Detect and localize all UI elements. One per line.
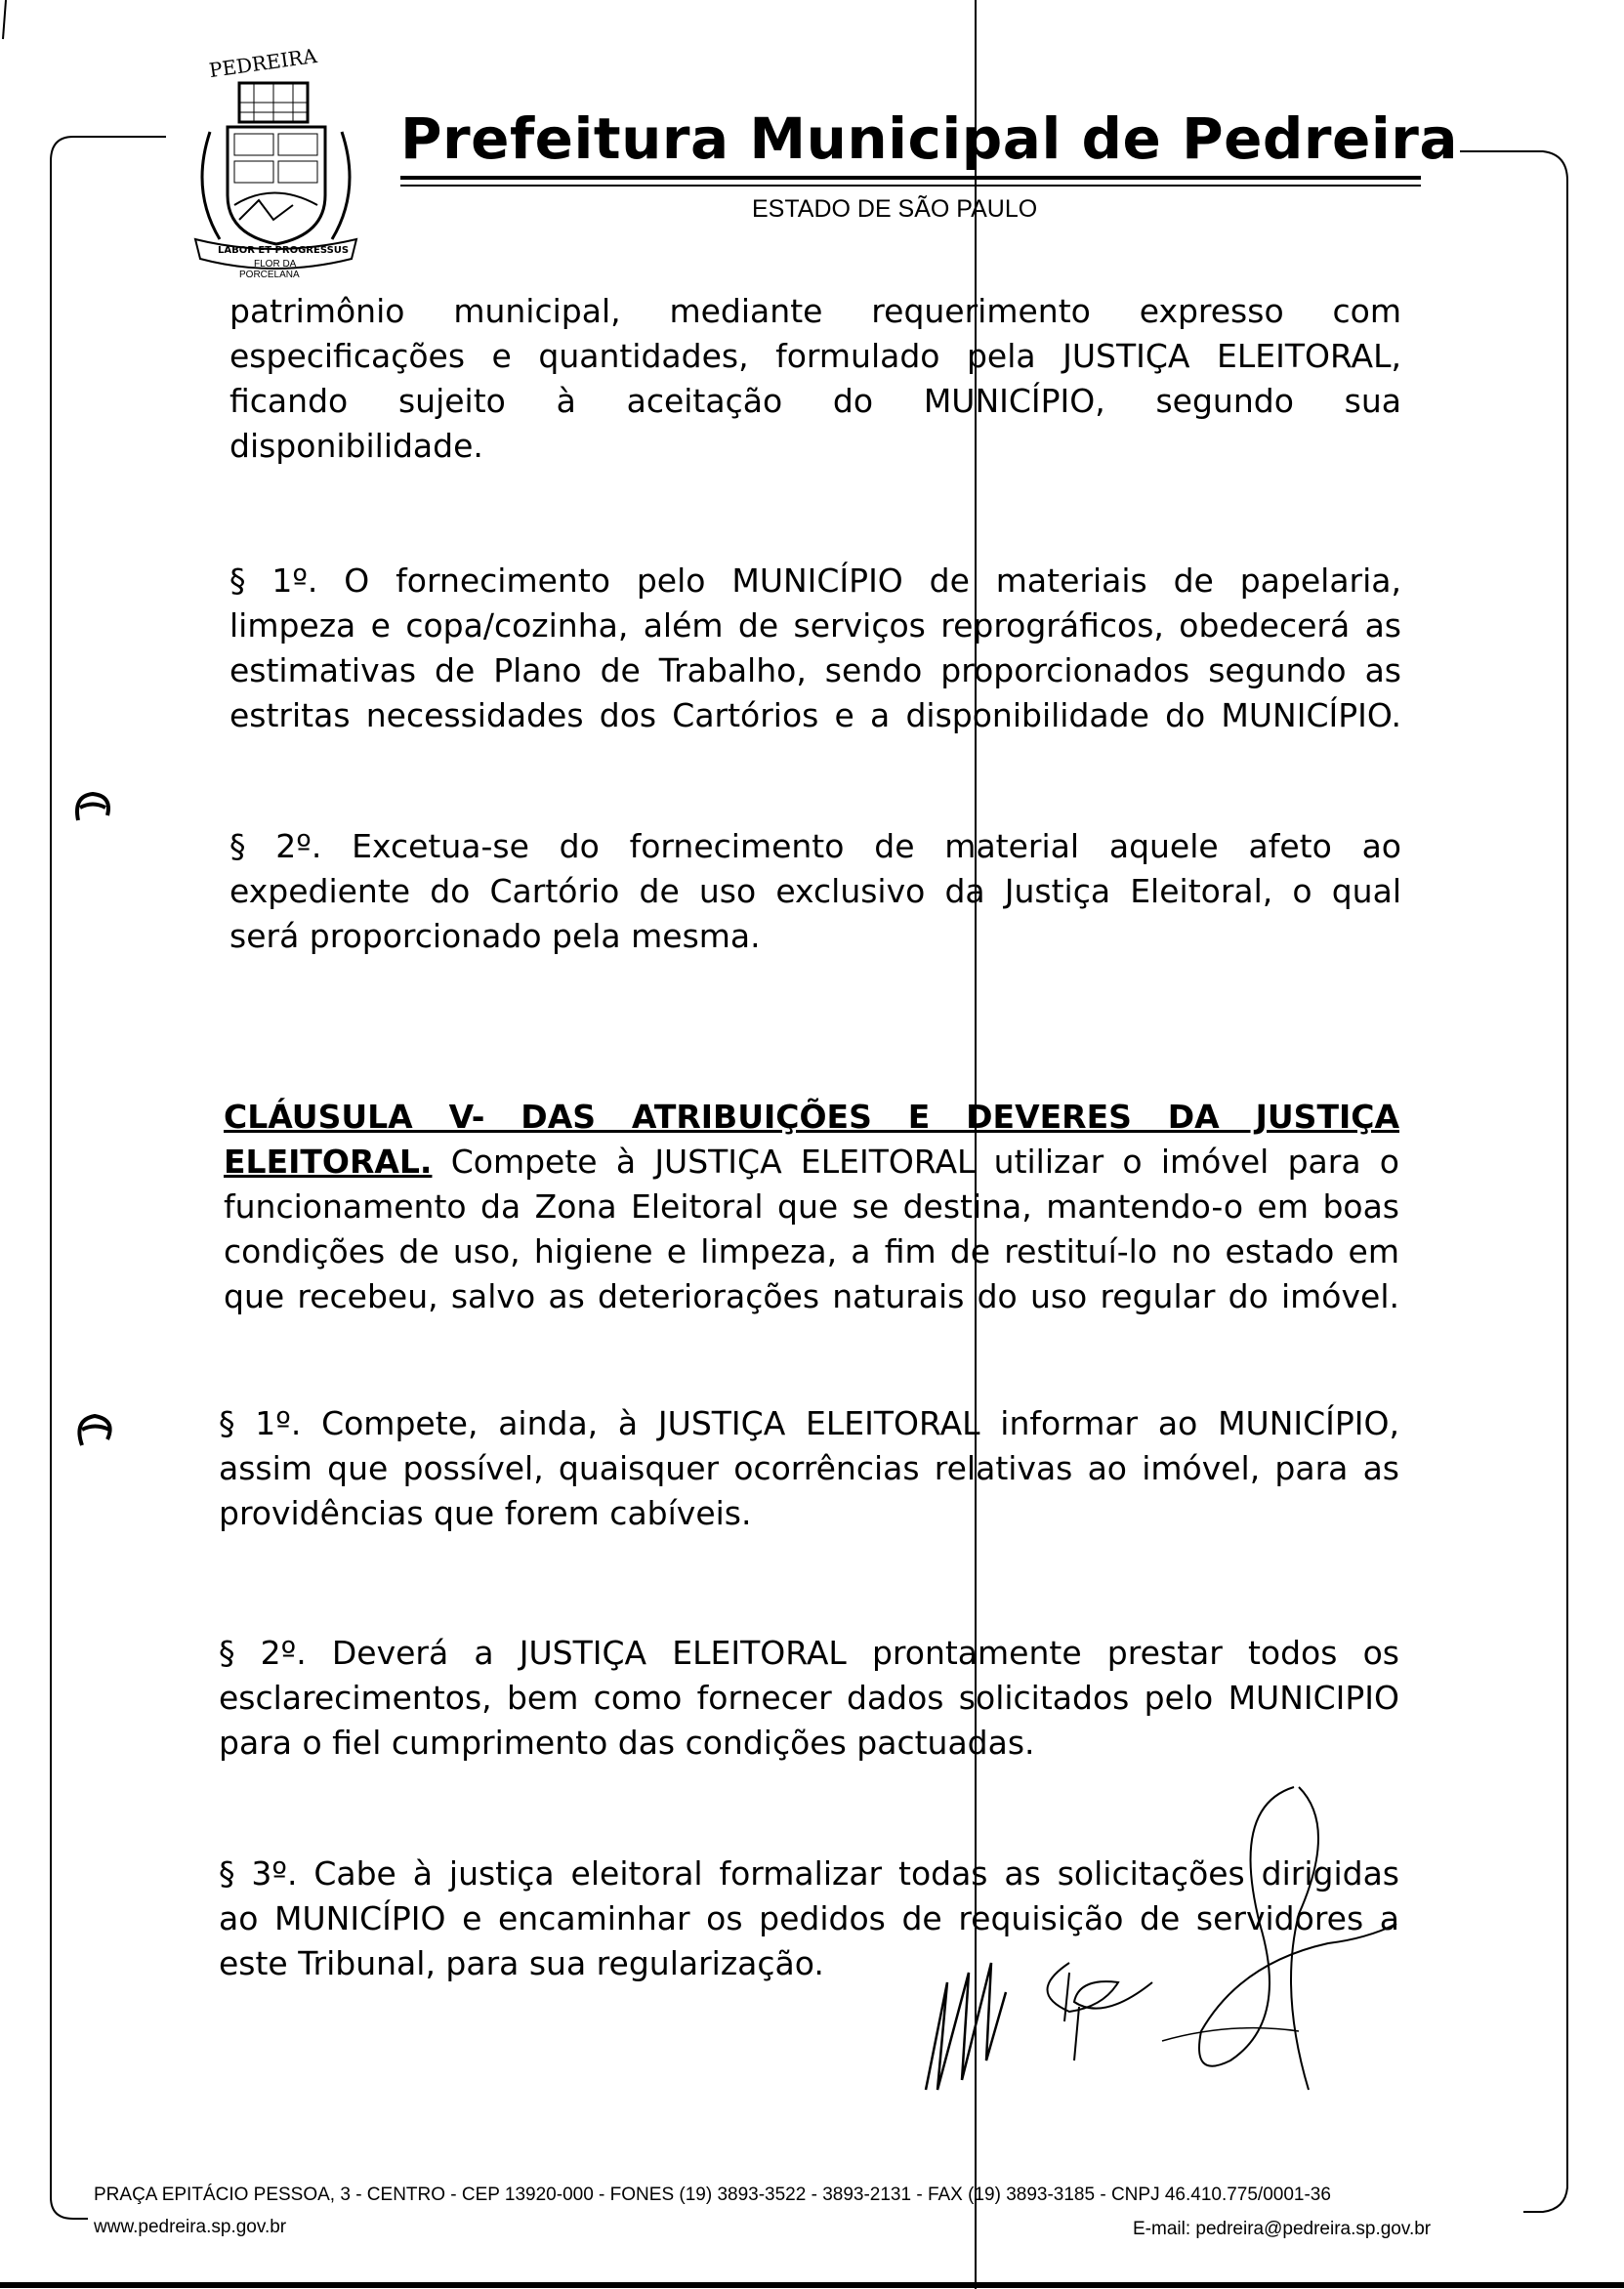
text-line: § 2º. Deverá a JUSTIÇA ELEITORAL prontamente prestar todos os: [219, 1634, 1399, 1672]
title-rule: [400, 176, 1421, 180]
text-line: especificações e quantidades, formulado pela JUSTIÇA ELEITORAL,: [229, 337, 1401, 375]
text-line: § 1º. O fornecimento pelo MUNICÍPIO de materiais de papelaria,: [229, 562, 1401, 600]
text-line: estritas necessidades dos Cartórios e a disponibilidade do MUNICÍPIO.: [229, 696, 1401, 734]
clause-v-paragraph-2: [219, 1631, 1399, 1766]
clause-heading-cont: ELEITORAL.: [224, 1143, 433, 1181]
coat-of-arms-logo: [181, 44, 371, 278]
margin-mark-icon: [68, 786, 117, 835]
footer-website: www.pedreira.sp.gov.br: [94, 2217, 287, 2237]
svg-text:LABOR ET PROGRESSUS: LABOR ET PROGRESSUS: [218, 245, 350, 256]
paragraph-1: [229, 559, 1401, 738]
signature-image: [908, 1768, 1436, 2100]
svg-text:PORCELANA: PORCELANA: [239, 270, 300, 278]
clause-v: [224, 1095, 1399, 1319]
text-line: condições de uso, higiene e limpeza, a fim de restituí-lo no estado em: [224, 1232, 1399, 1270]
text-line: que recebeu, salvo as deteriorações naturais do uso regular do imóvel.: [224, 1277, 1399, 1315]
text-line: [224, 1140, 1399, 1185]
paragraph-intro: [229, 289, 1401, 469]
text-span: Compete à JUSTIÇA ELEITORAL utilizar o imóvel para o: [432, 1143, 1399, 1181]
clause-heading: CLÁUSULA V- DAS ATRIBUIÇÕES E DEVERES DA JUSTIÇA: [224, 1098, 1399, 1136]
text-line: disponibilidade.: [229, 427, 483, 465]
text-line: funcionamento da Zona Eleitoral que se destina, mantendo-o em boas: [224, 1187, 1399, 1226]
text-line: expediente do Cartório de uso exclusivo da Justiça Eleitoral, o qual: [229, 872, 1401, 910]
text-line: assim que possível, quaisquer ocorrências relativas ao imóvel, para as: [219, 1449, 1399, 1487]
page-title: Prefeitura Municipal de Pedreira: [400, 105, 1458, 172]
text-line: para o fiel cumprimento das condições pactuadas.: [219, 1724, 1035, 1762]
text-line: estimativas de Plano de Trabalho, sendo proporcionados segundo as: [229, 651, 1401, 689]
text-line: este Tribunal, para sua regularização.: [219, 1944, 824, 1982]
footer-address: PRAÇA EPITÁCIO PESSOA, 3 - CENTRO - CEP 13920-000 - FONES (19) 3893-3522 - 3893-2131 - FAX (19) 3893-3185 - CNPJ 46.410.775/0001-36: [94, 2185, 1331, 2205]
svg-text:FLOR DA: FLOR DA: [254, 259, 297, 270]
text-line: será proporcionado pela mesma.: [229, 917, 761, 955]
clause-v-paragraph-1: [219, 1401, 1399, 1536]
text-line: § 1º. Compete, ainda, à JUSTIÇA ELEITORAL informar ao MUNICÍPIO,: [219, 1404, 1399, 1442]
text-line: § 2º. Excetua-se do fornecimento de material aquele afeto ao: [229, 827, 1401, 865]
text-line: ao MUNICÍPIO e encaminhar os pedidos de requisição de servidores a: [219, 1899, 1399, 1937]
title-rule-thin: [400, 185, 1421, 187]
paragraph-2: [229, 824, 1401, 959]
text-line: providências que forem cabíveis.: [219, 1494, 752, 1532]
text-line: limpeza e copa/cozinha, além de serviços reprográficos, obedecerá as: [229, 606, 1401, 645]
text-line: patrimônio municipal, mediante requerimento expresso com: [229, 292, 1401, 330]
svg-text:PEDREIRA: PEDREIRA: [207, 44, 319, 83]
footer-email: E-mail: pedreira@pedreira.sp.gov.br: [1133, 2219, 1432, 2239]
text-line: esclarecimentos, bem como fornecer dados solicitados pelo MUNICIPIO: [219, 1679, 1399, 1717]
subtitle: ESTADO DE SÃO PAULO: [752, 195, 1038, 223]
text-line: ficando sujeito à aceitação do MUNICÍPIO, segundo sua: [229, 382, 1401, 420]
margin-mark-icon: [70, 1408, 119, 1457]
text-line: § 3º. Cabe à justiça eleitoral formalizar todas as solicitações dirigidas: [219, 1854, 1399, 1893]
